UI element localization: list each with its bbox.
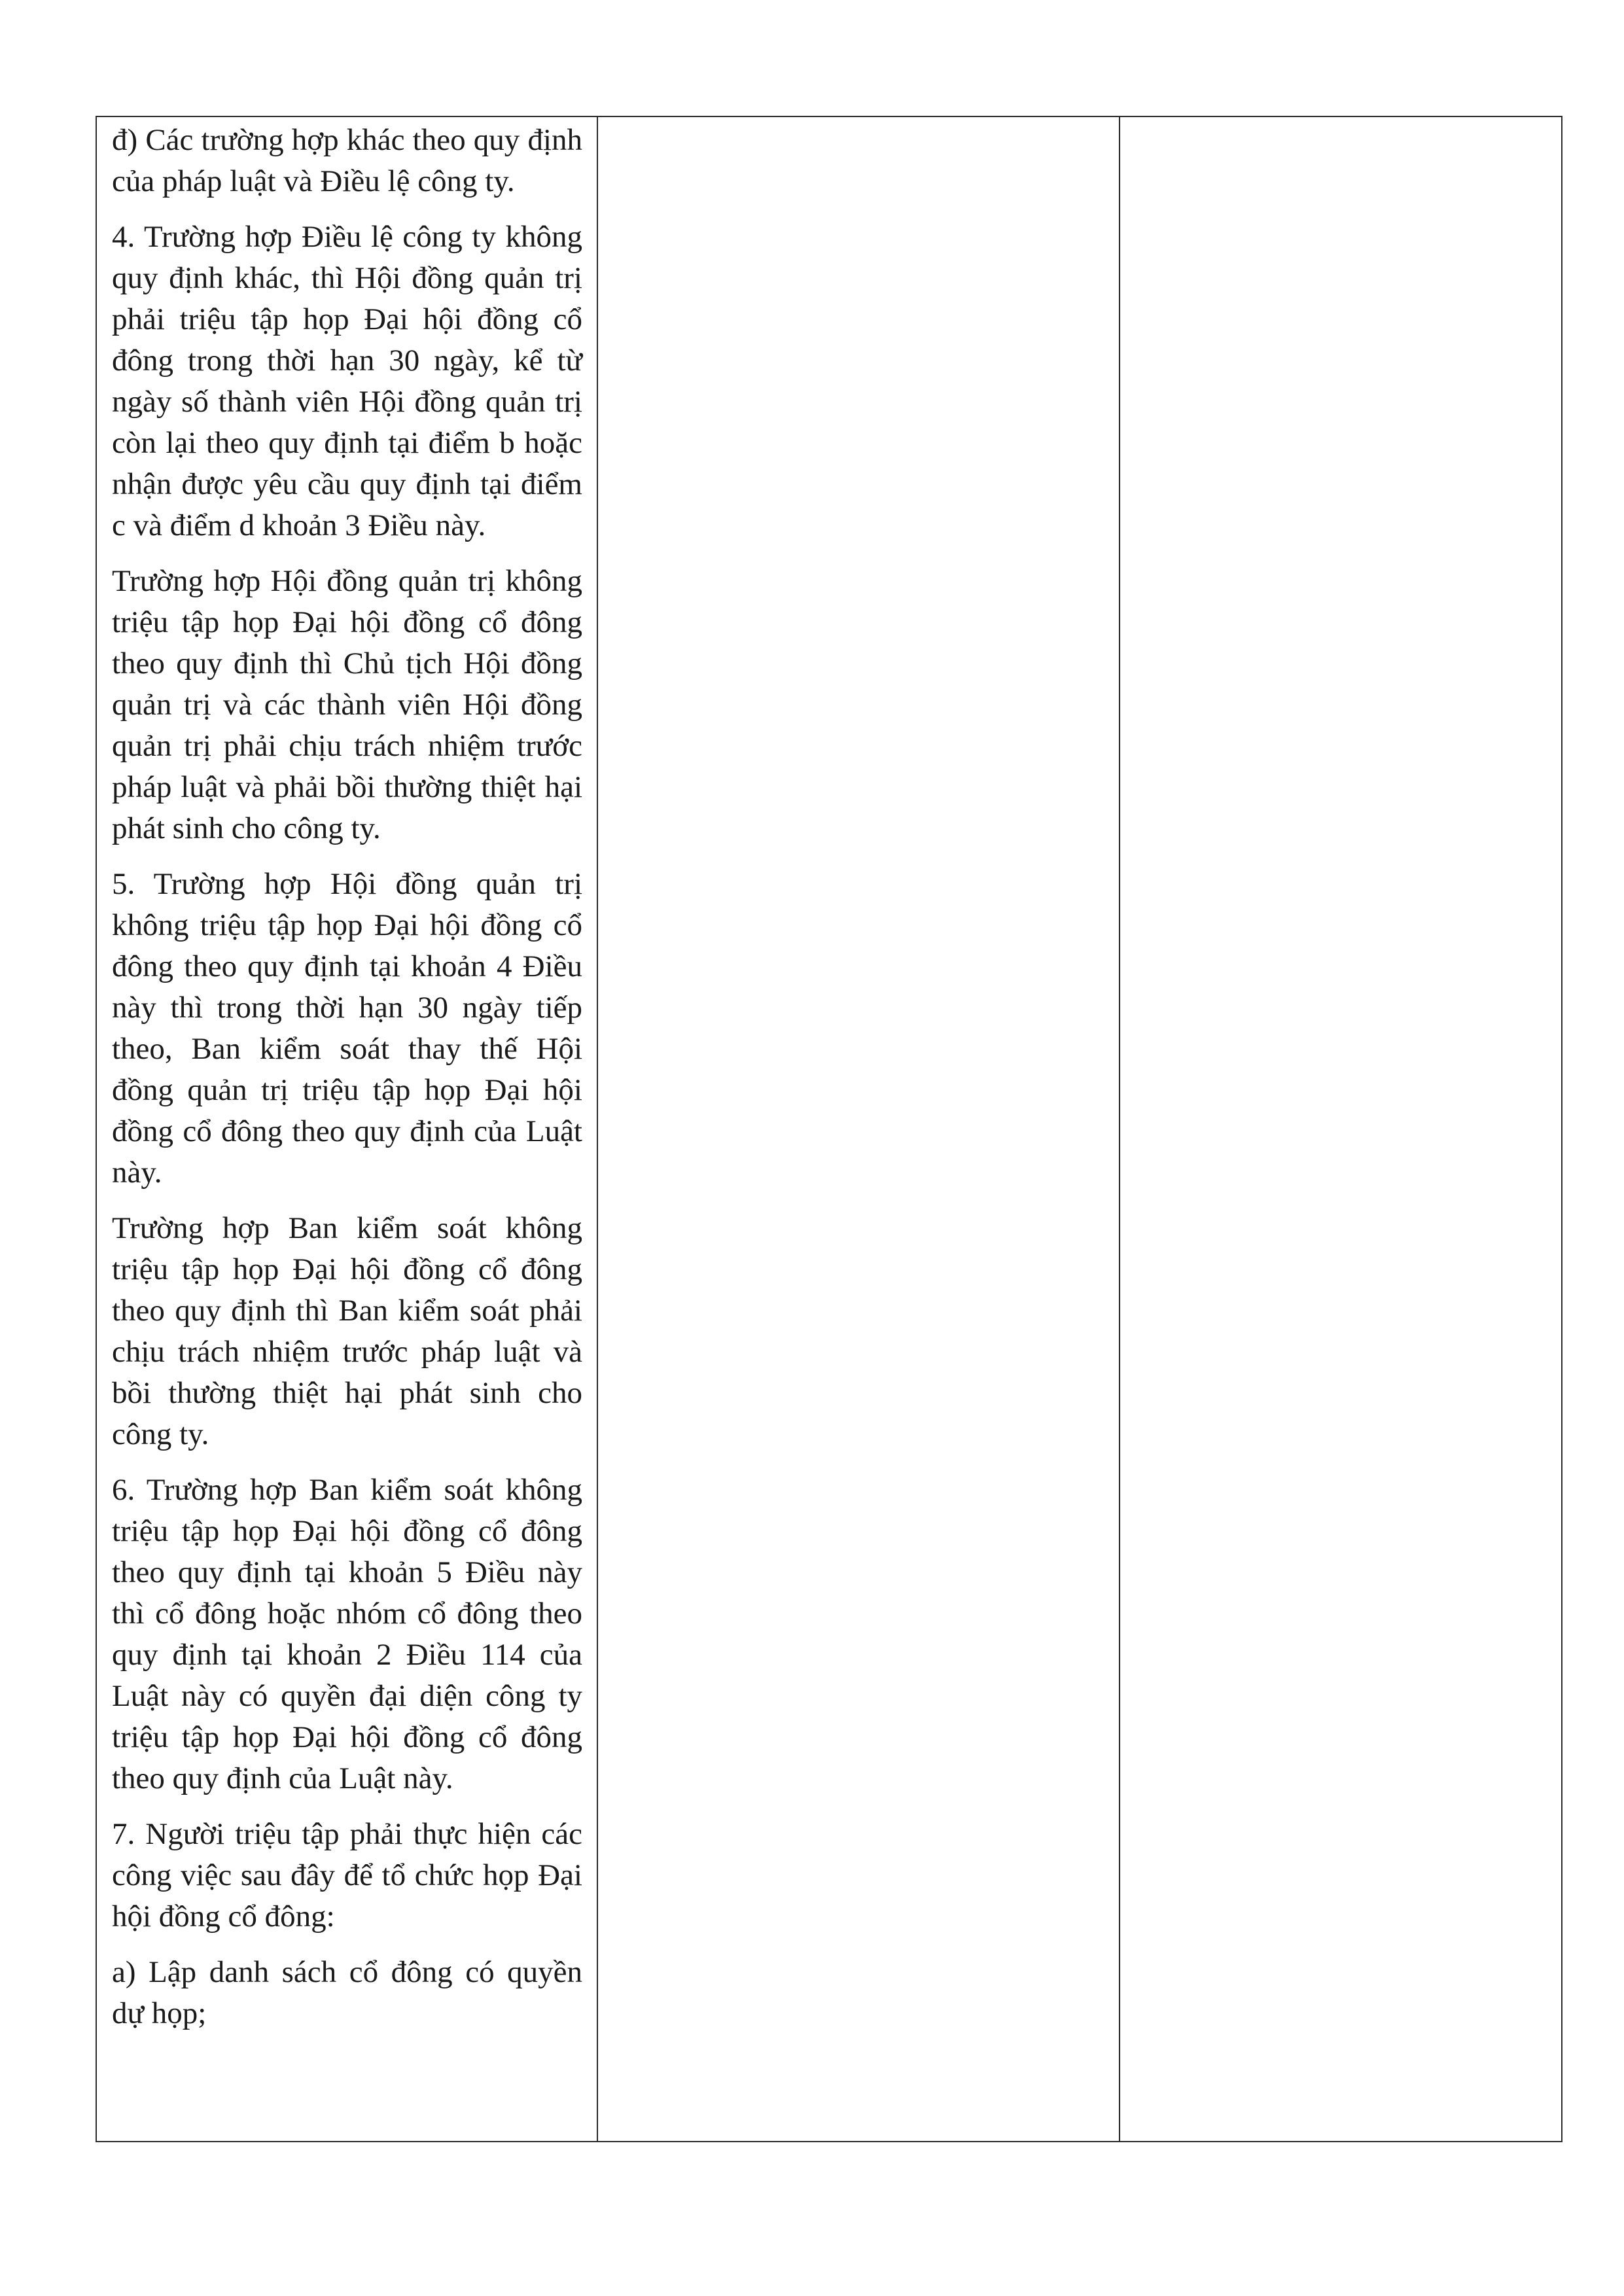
table-cell-column-2 xyxy=(597,116,1120,2142)
paragraph: 7. Người triệu tập phải thực hiện các công việc sau đây để tổ chức họp Đại hội đồng cổ đông: xyxy=(112,1817,582,1934)
paragraph: 4. Trường hợp Điều lệ công ty không quy định khác, thì Hội đồng quản trị phải triệu tập họp Đại hội đồng cổ đông trong thời hạn 30 ngày, kể từ ngày số thành viên Hội đồng quản trị còn lại theo quy định tại điểm b hoặc nhận được yêu cầu quy định tại điểm c và điểm d khoản 3 Điều này. xyxy=(112,220,582,542)
paragraph: đ) Các trường hợp khác theo quy định của pháp luật và Điều lệ công ty. xyxy=(112,123,582,198)
paragraph: Trường hợp Hội đồng quản trị không triệu tập họp Đại hội đồng cổ đông theo quy định thì Chủ tịch Hội đồng quản trị và các thành viên Hội đồng quản trị phải chịu trách nhiệm trước pháp luật và phải bồi thường thiệt hại phát sinh cho công ty. xyxy=(112,564,582,845)
table-row xyxy=(96,116,1562,2142)
paragraph: 5. Trường hợp Hội đồng quản trị không triệu tập họp Đại hội đồng cổ đông theo quy định tại khoản 4 Điều này thì trong thời hạn 30 ngày tiếp theo, Ban kiểm soát thay thế Hội đồng quản trị triệu tập họp Đại hội đồng cổ đông theo quy định của Luật này. xyxy=(112,867,582,1190)
paragraph: a) Lập danh sách cổ đông có quyền dự họp; xyxy=(112,1955,582,2030)
paragraph: Trường hợp Ban kiểm soát không triệu tập họp Đại hội đồng cổ đông theo quy định thì Ban kiểm soát phải chịu trách nhiệm trước pháp luật và bồi thường thiệt hại phát sinh cho công ty. xyxy=(112,1211,582,1451)
document-table xyxy=(96,116,1562,2142)
paragraph: 6. Trường hợp Ban kiểm soát không triệu tập họp Đại hội đồng cổ đông theo quy định tại khoản 5 Điều này thì cổ đông hoặc nhóm cổ đông theo quy định tại khoản 2 Điều 114 của Luật này có quyền đại diện công ty triệu tập họp Đại hội đồng cổ đông theo quy định của Luật này. xyxy=(112,1473,582,1795)
table-cell-column-1 xyxy=(96,116,597,2142)
cell-content xyxy=(97,117,597,2034)
table-cell-column-3 xyxy=(1120,116,1562,2142)
